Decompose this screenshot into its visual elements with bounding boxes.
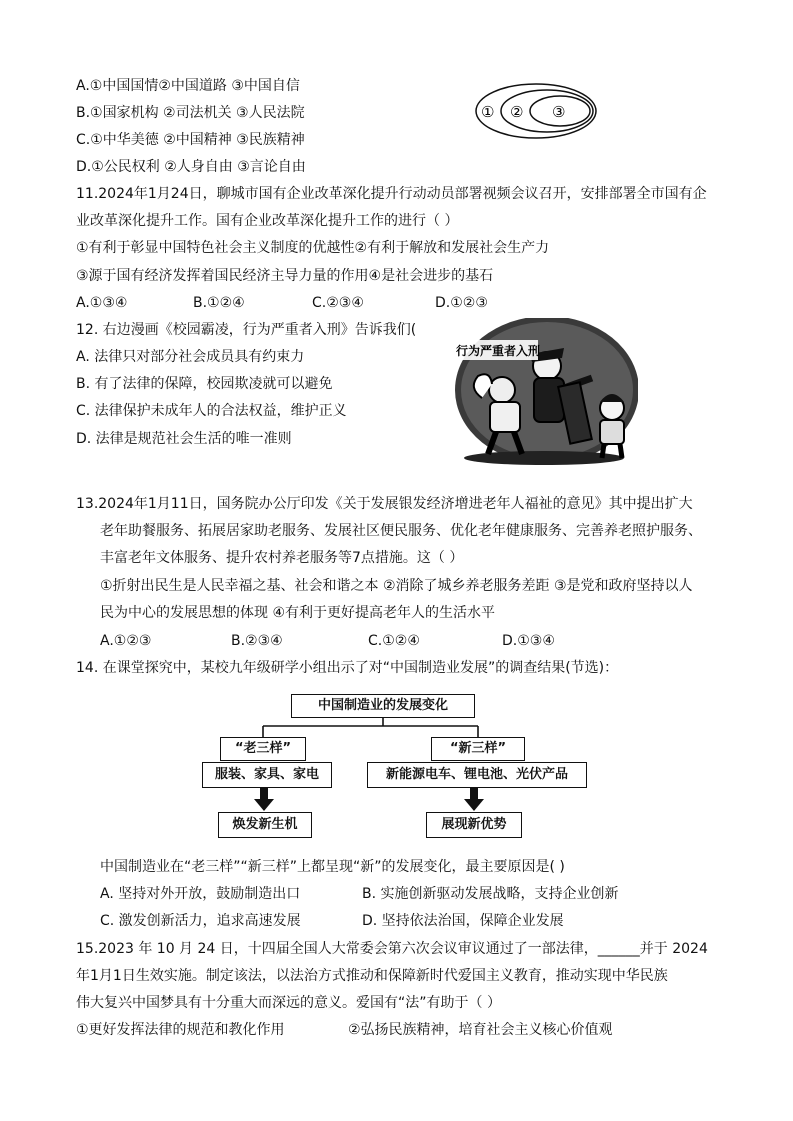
- q13-stem-line2: 老年助餐服务、拓展居家助老服务、发展社区便民服务、优化老年健康服务、完善养老照护服务、: [100, 523, 702, 539]
- q10-option-c: C.①中华美德 ②中国精神 ③民族精神: [76, 132, 305, 148]
- q15-statement-2: ②弘扬民族精神，培育社会主义核心价值观: [348, 1022, 613, 1038]
- q13-stem-line3: 丰富老年文体服务、提升农村养老服务等7点措施。这（ ）: [100, 550, 464, 566]
- q14-option-c: C. 激发创新活力，追求高速发展: [100, 913, 301, 929]
- diagram-new-three-items: 新能源电车、锂电池、光伏产品: [367, 762, 587, 788]
- venn-label-3: ③: [552, 103, 566, 121]
- q13-option-a: A.①②③: [100, 633, 152, 649]
- q15-stem-line3: 伟大复兴中国梦具有十分重大而深远的意义。爱国有“法”有助于（ ）: [76, 995, 501, 1011]
- q12-option-a: A. 法律只对部分社会成员具有约束力: [76, 349, 305, 365]
- diagram-old-three-head: “老三样”: [220, 737, 306, 761]
- diagram-new-three-head: “新三样”: [431, 737, 525, 761]
- q11-option-d: D.①②③: [435, 295, 488, 311]
- q10-option-a: A.①中国国情②中国道路 ③中国自信: [76, 78, 300, 94]
- q11-stem-line2: 业改革深化提升工作。国有企业改革深化提升工作的进行（ ）: [76, 213, 459, 229]
- q13-option-d: D.①③④: [502, 633, 555, 649]
- q10-option-d: D.①公民权利 ②人身自由 ③言论自由: [76, 159, 306, 175]
- q10-option-b: B.①国家机构 ②司法机关 ③人民法院: [76, 105, 305, 121]
- q11-option-b: B.①②④: [193, 295, 245, 311]
- q15-stem-line2: 年1月1日生效实施。制定该法，以法治方式推动和保障新时代爱国主义教育，推动实现中华民族: [76, 968, 668, 984]
- q14-option-a: A. 坚持对外开放，鼓励制造出口: [100, 886, 301, 902]
- q15-statement-1: ①更好发挥法律的规范和教化作用: [76, 1022, 285, 1038]
- diagram-old-three-result: 焕发新生机: [218, 812, 312, 838]
- venn-label-1: ①: [481, 103, 495, 121]
- q11-statements-line2: ③源于国有经济发挥着国民经济主导力量的作用④是社会进步的基石: [76, 268, 494, 284]
- q14-question: 中国制造业在“老三样”“新三样”上都呈现“新”的发展变化，最主要原因是( ): [100, 859, 565, 875]
- q13-option-c: C.①②④: [368, 633, 420, 649]
- venn-label-2: ②: [510, 103, 524, 121]
- q11-stem-line1: 11.2024年1月24日，聊城市国有企业改革深化提升行动动员部署视频会议召开，安排部署全市国有企: [76, 186, 707, 202]
- q11-option-a: A.①③④: [76, 295, 128, 311]
- q13-option-b: B.②③④: [231, 633, 283, 649]
- q11-statements-line1: ①有利于彰显中国特色社会主义制度的优越性②有利于解放和发展社会生产力: [76, 240, 550, 256]
- q12-option-c: C. 法律保护未成年人的合法权益，维护正义: [76, 403, 347, 419]
- q15-stem-line1: 15.2023 年 10 月 24 日，十四届全国人大常委会第六次会议审议通过了一部法律，______并于 2024: [76, 941, 708, 957]
- q14-option-d: D. 坚持依法治国，保障企业发展: [362, 913, 564, 929]
- q13-statements-line1: ①折射出民生是人民幸福之基、社会和谐之本 ②消除了城乡养老服务差距 ③是党和政府坚持以人: [100, 578, 693, 594]
- cartoon-caption: 行为严重者入刑: [456, 344, 541, 358]
- diagram-new-three-result: 展现新优势: [426, 812, 522, 838]
- diagram-top-box: 中国制造业的发展变化: [291, 694, 475, 718]
- q13-statements-line2: 民为中心的发展思想的体现 ④有利于更好提高老年人的生活水平: [100, 605, 495, 621]
- q14-stem: 14. 在课堂探究中，某校九年级研学小组出示了对“中国制造业发展”的调查结果(节选)：: [76, 660, 619, 676]
- diagram-old-three-items: 服装、家具、家电: [202, 762, 332, 788]
- q12-option-d: D. 法律是规范社会生活的唯一准则: [76, 431, 292, 447]
- q13-stem-line1: 13.2024年1月11日，国务院办公厅印发《关于发展银发经济增进老年人福祉的意见》其中提出扩大: [76, 496, 693, 512]
- q14-option-b: B. 实施创新驱动发展战略，支持企业创新: [362, 886, 619, 902]
- q12-option-b: B. 有了法律的保障，校园欺凌就可以避免: [76, 376, 333, 392]
- q11-option-c: C.②③④: [312, 295, 364, 311]
- q12-stem: 12. 右边漫画《校园霸凌，行为严重者入刑》告诉我们(: [76, 322, 417, 338]
